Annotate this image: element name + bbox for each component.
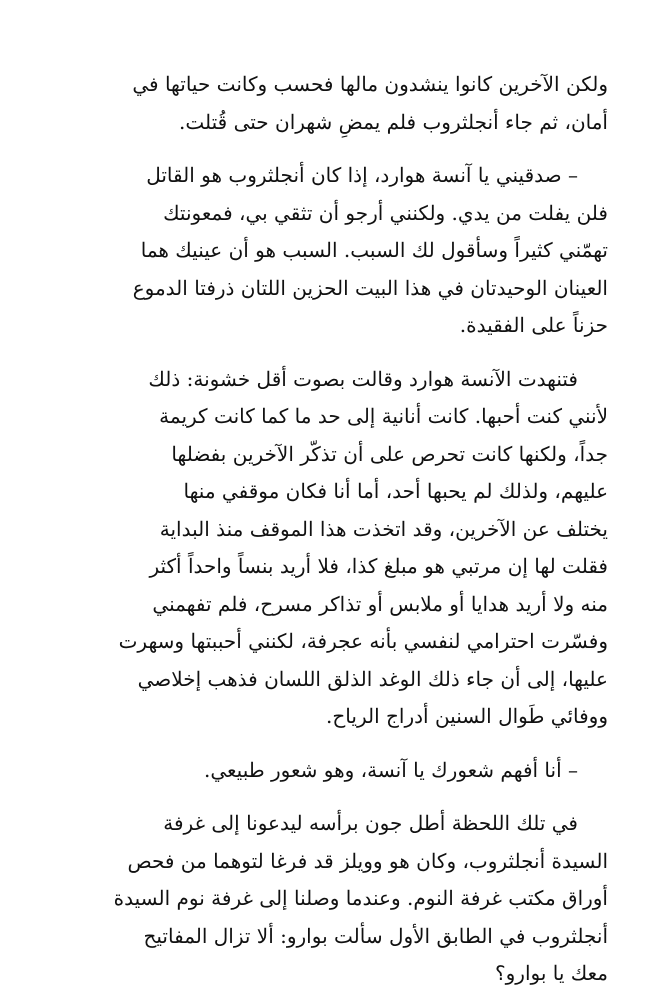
text-line: فلن يفلت من يدي. ولكنني أرجو أن تثقي بي، فمعونتك [163,200,608,225]
text-line: منه ولا أريد هدايا أو ملابس أو تذاكر مسرح، فلم تفهمني [152,591,608,616]
text-line: وفسّرت احترامي لنفسي بأنه عجرفة، لكنني أحببتها وسهرت [118,629,608,653]
text-line: ووفائي طَوال السنين أدراج الرياح. [326,704,608,728]
text-line: – أنا أفهم شعورك يا آنسة، وهو شعور طبيعي. [203,757,578,782]
text-line: – صدقيني يا آنسة هوارد، إذا كان أنجلثروب هو القاتل [146,163,578,187]
text-line: معك يا بوارو؟ [495,961,608,985]
text-line: يختلف عن الآخرين، وقد اتخذت هذا الموقف منذ البداية [159,516,608,541]
text-line: في تلك اللحظة أطل جون برأسه ليدعونا إلى غرفة [163,811,578,835]
text-line: فتنهدت الآنسة هوارد وقالت بصوت أقل خشونة: ذلك [148,366,578,391]
text-line: العينان الوحيدتان في هذا البيت الحزين اللتان ذرفتا الدموع [132,275,608,300]
text-line: أمان، ثم جاء أنجلثروب فلم يمضِ شهران حتى قُتلت. [179,109,608,134]
text-line: تهمّني كثيراً وسأقول لك السبب. السبب هو أن عينيك هما [140,238,608,262]
text-line: فقلت لها إن مرتبي هو مبلغ كذا، فلا أريد بنساً واحداً أكثر [149,554,608,578]
paragraph-1 [64,66,608,141]
book-page [64,66,608,993]
paragraph-3 [64,361,608,736]
text-line: أوراق مكتب غرفة النوم. وعندما وصلنا إلى غرفة نوم السيدة [113,886,608,910]
paragraph-2 [64,157,608,345]
text-line: ولكن الآخرين كانوا ينشدون مالها فحسب وكانت حياتها في [132,72,608,96]
paragraph-4 [64,752,608,790]
text-line: حزناً على الفقيدة. [459,313,608,337]
text-line: السيدة أنجلثروب، وكان هو وويلز قد فرغا لتوهما من فحص [127,848,608,873]
text-line: لأنني كنت أحبها. كانت أنانية إلى حد ما كما كانت كريمة [159,404,608,428]
text-line: جداً، ولكنها كانت تحرص على أن تذكّر الآخرين بفضلها [171,441,608,466]
text-line: أنجلثروب في الطابق الأول سألت بوارو: ألا تزال المفاتيح [143,923,608,948]
paragraph-5 [64,805,608,993]
text-line: عليها، إلى أن جاء ذلك الوغد الذلق اللسان فذهب إخلاصي [137,666,608,691]
text-line: عليهم، ولذلك لم يحبها أحد، أما أنا فكان موقفي منها [183,479,608,503]
